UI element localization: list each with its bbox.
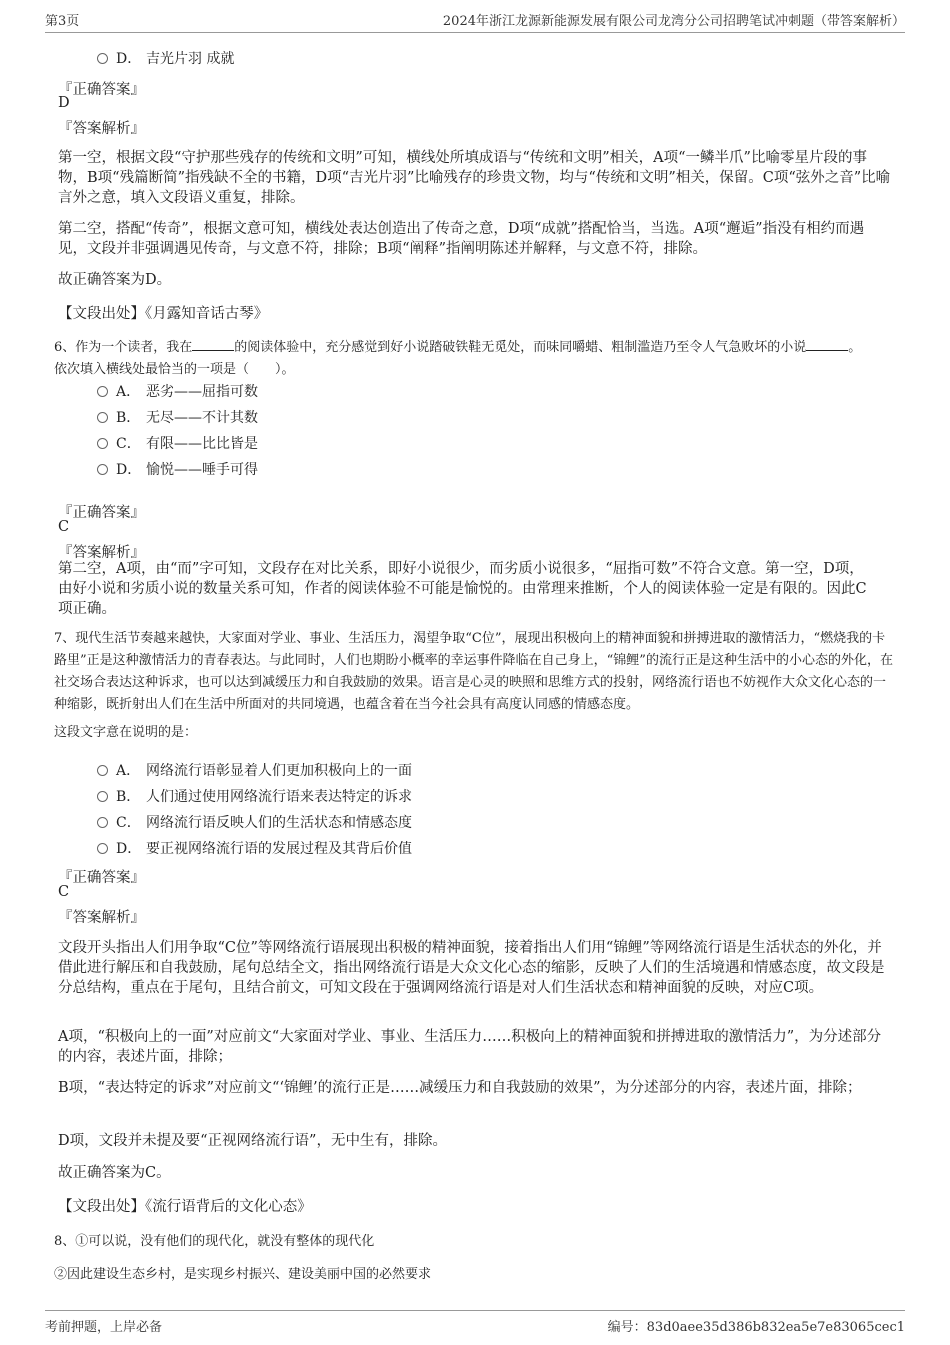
footer-serial: 编号：83d0aee35d386b832ea5e7e83065cec1 xyxy=(607,1320,905,1335)
q7-answer-label: 『正确答案』 xyxy=(58,870,145,886)
radio-icon[interactable] xyxy=(97,464,108,475)
q5-analysis-paragraph-1: 第一空，根据文段“守护那些残存的传统和文明”可知，横线处所填成语与“传统和文明”相关，A项“一鳞半爪”比喻零星片段的事物，B项“残篇断简”指残缺不全的书籍，D项“吉光片羽”比喻残存的珍贵文物，均与“传统和文明”相关，保留。C项“弦外之音”比喻言外之意，填入文段语义重复，排除。 xyxy=(58,150,891,206)
footer-divider xyxy=(45,1310,905,1311)
q8-line-2: ②因此建设生态乡村，是实现乡村振兴、建设美丽中国的必然要求 xyxy=(54,1267,432,1282)
source-label: 【文段出处】 xyxy=(58,306,145,322)
footer-slogan: 考前押题，上岸必备 xyxy=(45,1320,163,1335)
q7-analysis-label: 『答案解析』 xyxy=(58,910,145,926)
q6-analysis: 第二空，A项，由“而”字可知，文段存在对比关系，即好小说很少，而劣质小说很多，“屈指可数”不符合文意。第一空，D项，由好小说和劣质小说的数量关系可知，作者的阅读体验不可能是愉悦的。由常理来推断，个人的阅读体验一定是有限的。因此C项正确。 xyxy=(58,561,867,617)
radio-icon[interactable] xyxy=(97,817,108,828)
q6-answer-label: 『正确答案』 xyxy=(58,505,145,521)
q6-option-b[interactable]: B． 无尽——不计其数 xyxy=(97,407,258,427)
q7-option-a[interactable]: A． 网络流行语彰显着人们更加积极向上的一面 xyxy=(97,760,412,780)
q7-analysis-paragraph-1: 文段开头指出人们用争取“C位”等网络流行语展现出积极的精神面貌，接着指出人们用“锦鲤”等网络流行语是生活状态的外化，并借此进行解压和自我鼓励，尾句总结全文，指出网络流行语是大众文化心态的缩影，反映了人们的生活境遇和情感态度，故文段是分总结构，重点在于尾句，且结合前文，可知文段在于强调网络流行语是对人们生活状态和精神面貌的反映，对应C项。 xyxy=(58,940,885,996)
q7-analysis-paragraph-4: D项，文段并未提及要“正视网络流行语”，无中生有，排除。 xyxy=(58,1133,447,1149)
source-title: 《月露知音话古琴》 xyxy=(145,306,269,322)
radio-icon[interactable] xyxy=(97,386,108,397)
source-title: 《流行语背后的文化心态》 xyxy=(145,1199,312,1215)
page-number: 第3页 xyxy=(45,14,80,29)
radio-icon[interactable] xyxy=(97,843,108,854)
q5-conclusion: 故正确答案为D。 xyxy=(58,272,172,288)
q5-analysis-paragraph-2: 第二空，搭配“传奇”，根据文意可知，横线处表达创造出了传奇之意，D项“成就”搭配恰当，当选。A项“邂逅”指没有相约而遇见，文段并非强调遇见传奇，与文意不符，排除；B项“阐释”指阐明陈述并解释，与文意不符，排除。 xyxy=(58,221,865,257)
header-divider xyxy=(45,32,905,33)
q7-analysis-paragraph-2: A项，“积极向上的一面”对应前文“大家面对学业、事业、生活压力……积极向上的精神面貌和拼搏进取的激情活力”，为分述部分的内容，表述片面，排除； xyxy=(58,1029,882,1065)
page-header xyxy=(0,0,950,34)
q7-option-c[interactable]: C． 网络流行语反映人们的生活状态和情感态度 xyxy=(97,812,412,832)
q7-option-d[interactable]: D． 要正视网络流行语的发展过程及其背后价值 xyxy=(97,838,412,858)
radio-icon[interactable] xyxy=(97,412,108,423)
fill-blank xyxy=(806,338,848,351)
q7-option-b[interactable]: B． 人们通过使用网络流行语来表达特定的诉求 xyxy=(97,786,412,806)
q6-analysis-label: 『答案解析』 xyxy=(58,545,145,561)
q6-option-a[interactable]: A． 恶劣——屈指可数 xyxy=(97,381,258,401)
q5-source xyxy=(58,304,892,324)
radio-icon[interactable] xyxy=(97,438,108,449)
q6-option-d[interactable]: D． 愉悦——唾手可得 xyxy=(97,459,258,479)
q5-answer-label: 『正确答案』 xyxy=(58,82,145,98)
q5-answer: D xyxy=(58,95,70,111)
radio-icon[interactable] xyxy=(97,791,108,802)
q5-analysis-label: 『答案解析』 xyxy=(58,121,145,137)
page-footer xyxy=(0,1308,950,1345)
source-label: 【文段出处】 xyxy=(58,1199,145,1215)
q8-line-1: 8、①可以说，没有他们的现代化，就没有整体的现代化 xyxy=(54,1234,375,1249)
q7-analysis-paragraph-3: B项，“表达特定的诉求”对应前文“‘锦鲤’的流行正是……减缓压力和自我鼓励的效果”，为分述部分的内容，表述片面，排除； xyxy=(58,1080,862,1096)
q7-answer: C xyxy=(58,884,70,900)
fill-blank xyxy=(192,338,234,351)
q6-stem: 6、作为一个读者，我在 的阅读体验中，充分感觉到好小说踏破铁鞋无觅处，而味同嚼蜡、粗制滥造乃至令人气急败坏的小说 。 依次填入横线处最恰当的一项是（ ）。 xyxy=(54,340,862,377)
q7-stem: 7、现代生活节奏越来越快，大家面对学业、事业、生活压力，渴望争取“C位”，展现出积极向上的精神面貌和拼搏进取的激情活力，“燃烧我的卡路里”正是这种激情活力的青春表达。与此同时，人们也期盼小概率的幸运事件降临在自己身上，“锦鲤”的流行正是这种生活中的小心态的外化，在社交场合表达这种诉求，也可以达到减缓压力和自我鼓励的效果。语言是心灵的映照和思维方式的投射，网络流行语也不妨视作大众文化心态的一种缩影，既折射出人们在生活中所面对的共同境遇，也蕴含着在当今社会具有高度认同感的情感态度。 xyxy=(54,631,893,712)
q7-question: 这段文字意在说明的是： xyxy=(54,725,198,740)
q6-option-c[interactable]: C． 有限——比比皆是 xyxy=(97,433,258,453)
radio-icon[interactable] xyxy=(97,765,108,776)
q7-source xyxy=(58,1197,892,1217)
radio-icon[interactable] xyxy=(97,53,108,64)
q7-conclusion: 故正确答案为C。 xyxy=(58,1165,171,1181)
q5-option-d[interactable]: D． 吉光片羽 成就 xyxy=(97,48,234,68)
q6-answer: C xyxy=(58,519,70,535)
document-title: 2024年浙江龙源新能源发展有限公司龙湾分公司招聘笔试冲刺题（带答案解析） xyxy=(442,14,905,29)
